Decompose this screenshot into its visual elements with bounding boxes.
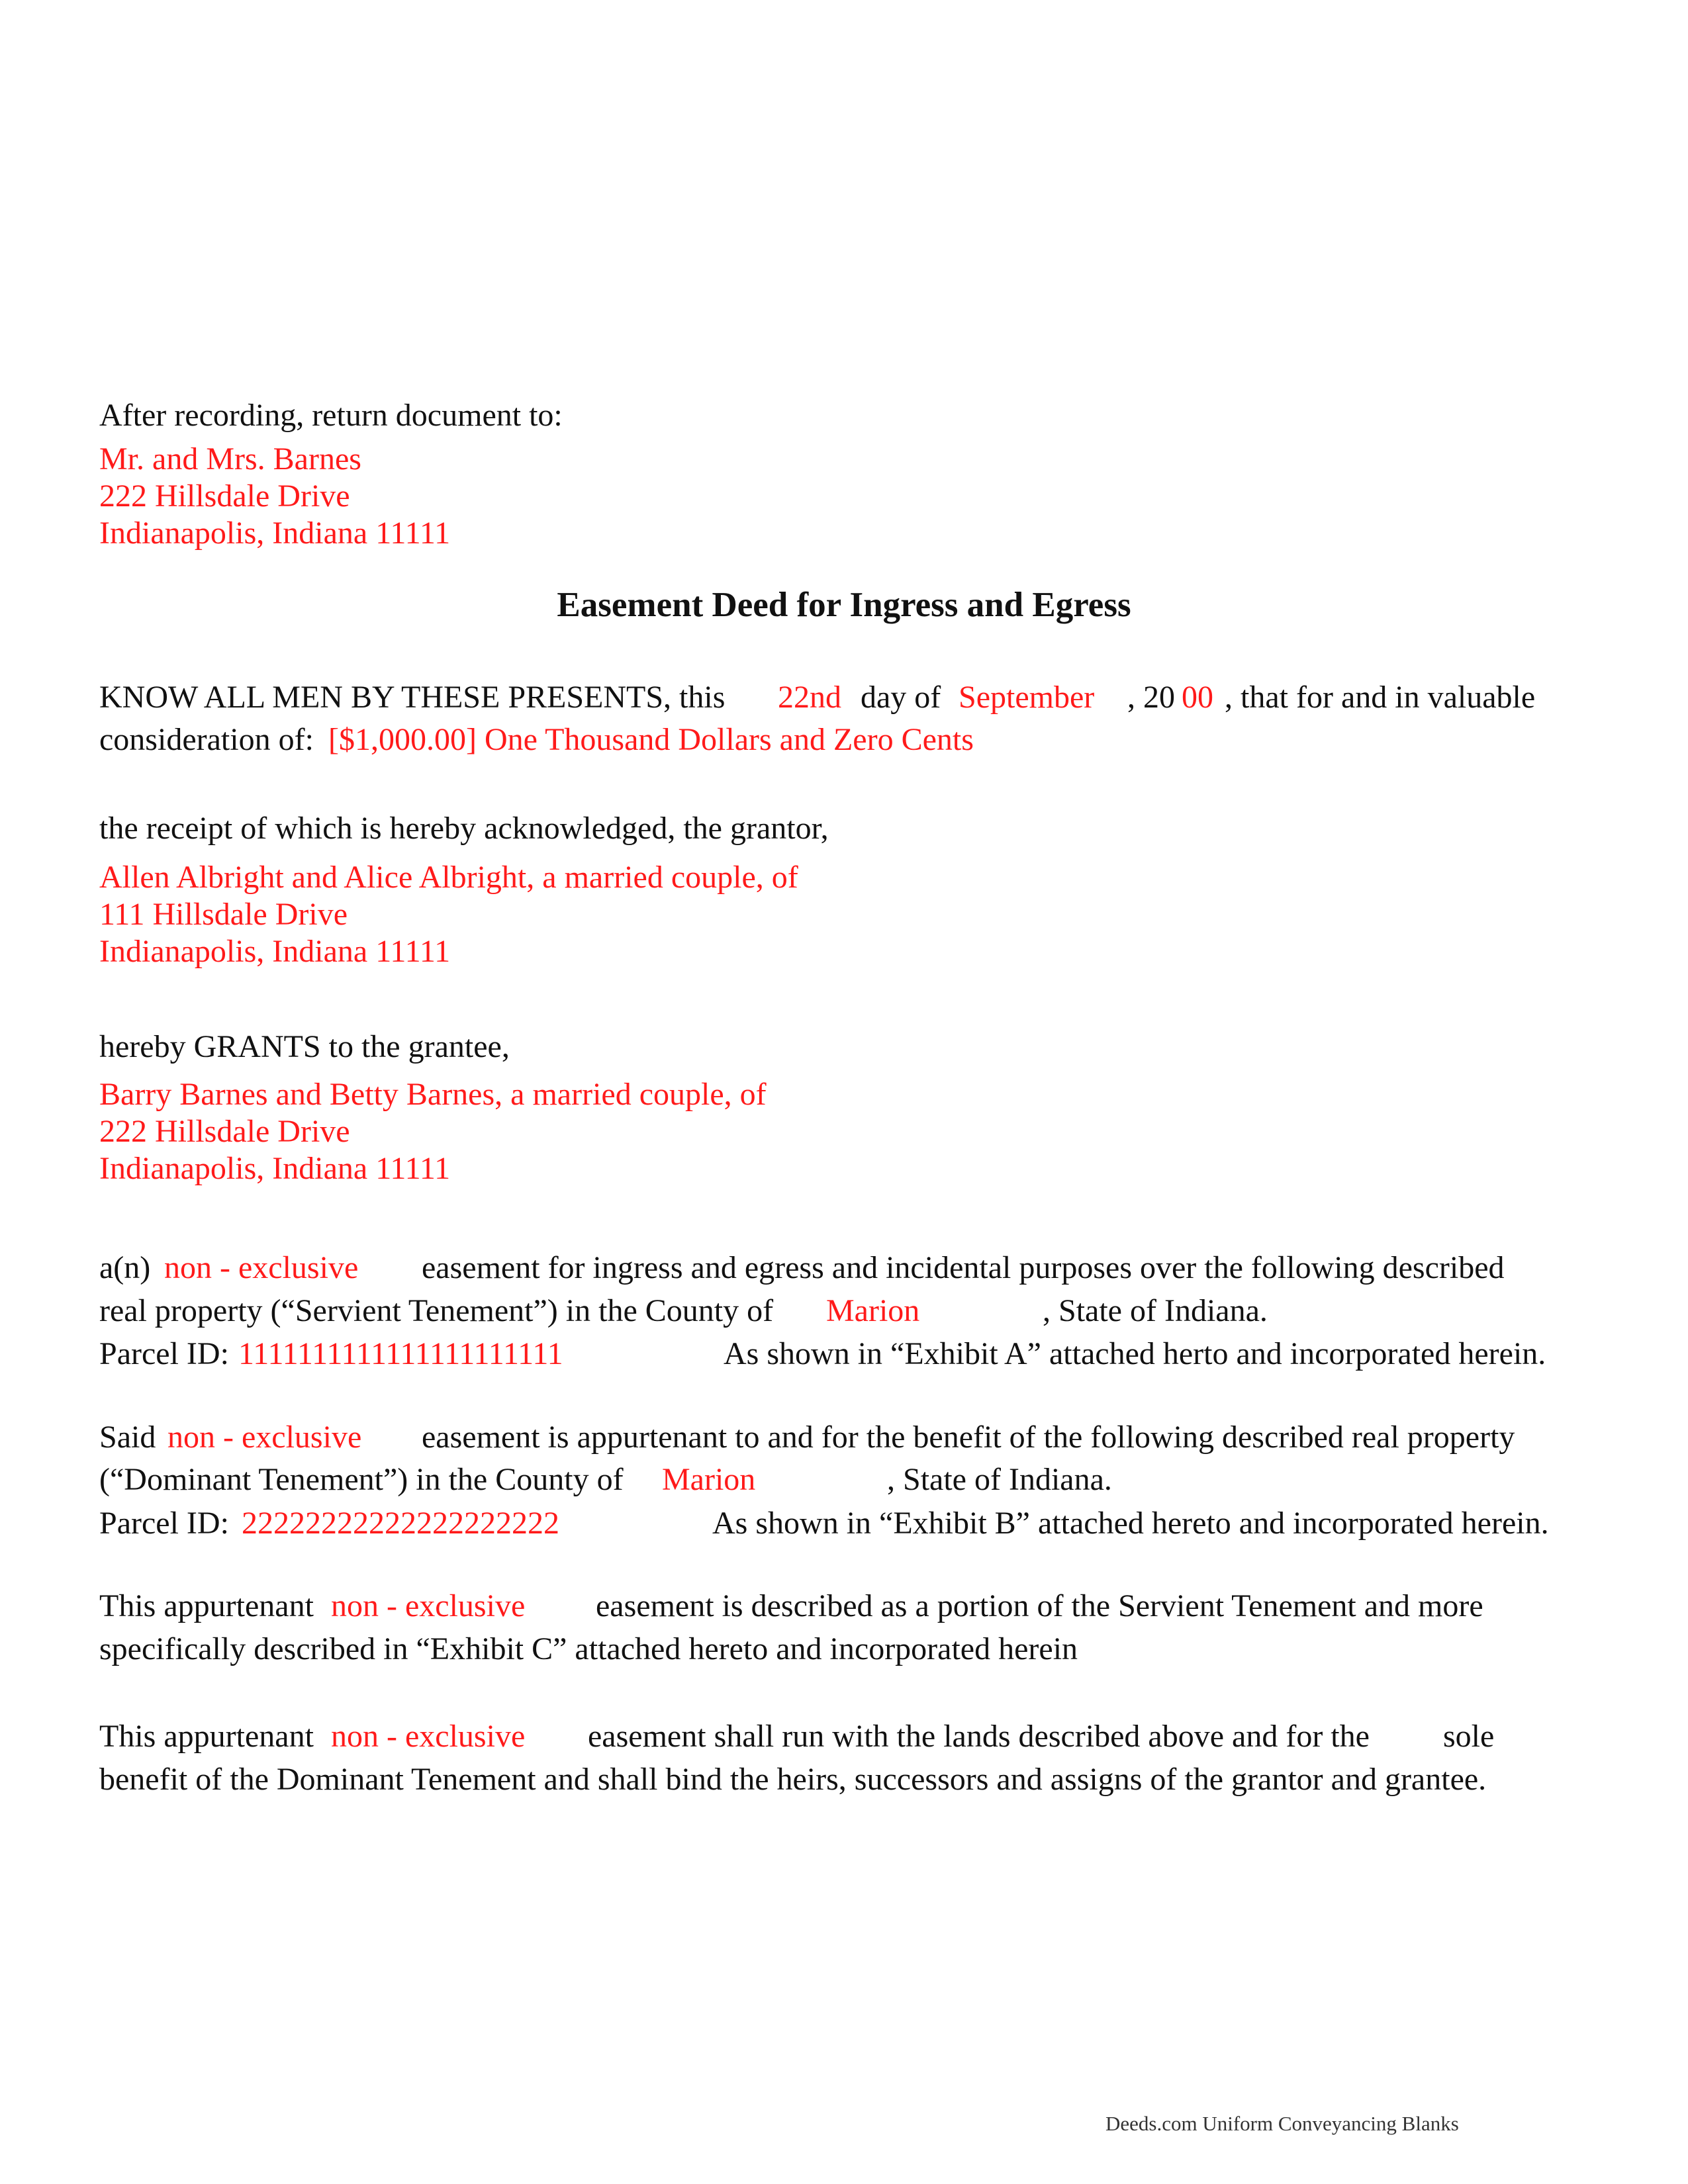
dominant-prefix: Said [99,1420,156,1455]
run-with-land-line-1 [0,1721,1688,1758]
servient-line-1 [0,1252,1688,1289]
grantor-address-line2: Indianapolis, Indiana 11111 [99,934,451,969]
dominant-line-1 [0,1422,1688,1459]
description-easement-type: non - exclusive [331,1588,526,1623]
description-text-1: easement is described as a portion of the Servient Tenement and more [596,1588,1483,1623]
dominant-parcel-id: 22222222222222222222 [242,1506,559,1541]
servient-exhibit-text: As shown in “Exhibit A” attached herto and incorporated herein. [724,1336,1546,1371]
run-with-land-easement-type: non - exclusive [331,1719,526,1754]
servient-easement-type: non - exclusive [164,1250,359,1285]
day-of-text: day of [861,680,941,715]
run-with-land-text-1: easement shall run with the lands described above and for the [588,1719,1370,1754]
return-to-name: Mr. and Mrs. Barnes [99,441,361,477]
day-value: 22nd [778,680,841,715]
grantee-name: Barry Barnes and Betty Barnes, a married couple, of [99,1077,767,1112]
dominant-exhibit-text: As shown in “Exhibit B” attached hereto and incorporated herein. [712,1506,1549,1541]
intro-line-2 [0,724,1688,761]
dominant-text-2: (“Dominant Tenement”) in the County of [99,1462,624,1497]
grantee-address-line1: 222 Hillsdale Drive [99,1114,350,1149]
dominant-line-3 [0,1508,1688,1545]
know-all-text: KNOW ALL MEN BY THESE PRESENTS, this [99,680,726,715]
dominant-state-text: , State of Indiana. [887,1462,1112,1497]
return-to-label: After recording, return document to: [99,398,563,433]
servient-line-3 [0,1338,1688,1375]
grantor-name: Allen Albright and Alice Albright, a married couple, of [99,860,798,895]
grants-text: hereby GRANTS to the grantee, [99,1029,510,1064]
servient-county: Marion [826,1293,920,1328]
year-prefix: , 20 [1127,680,1175,715]
return-to-address-line1: 222 Hillsdale Drive [99,478,350,514]
run-with-land-prefix: This appurtenant [99,1719,314,1754]
servient-prefix: a(n) [99,1250,151,1285]
dominant-text-1: easement is appurtenant to and for the benefit of the following described real property [422,1420,1515,1455]
footer-credit: Deeds.com Uniform Conveyancing Blanks [1105,2112,1459,2135]
year-value: 00 [1182,680,1213,715]
document-title: Easement Deed for Ingress and Egress [557,586,1131,624]
benefit-word: sole [1443,1719,1495,1754]
return-to-address-line2: Indianapolis, Indiana 11111 [99,516,451,551]
servient-parcel-label: Parcel ID: [99,1336,229,1371]
run-with-land-text-2: benefit of the Dominant Tenement and shall bind the heirs, successors and assigns of the grantor and grantee. [99,1762,1487,1797]
dominant-line-2 [0,1464,1688,1501]
servient-text-2: real property (“Servient Tenement”) in the County of [99,1293,774,1328]
receipt-text: the receipt of which is hereby acknowledged, the grantor, [99,811,829,846]
description-line-1 [0,1590,1688,1627]
description-prefix: This appurtenant [99,1588,314,1623]
grantee-address-line2: Indianapolis, Indiana 11111 [99,1151,451,1186]
dominant-easement-type: non - exclusive [167,1420,362,1455]
intro-line-1 [0,682,1688,719]
servient-parcel-id: 1111111111111111111111 [238,1336,563,1371]
description-text-2: specifically described in “Exhibit C” attached hereto and incorporated herein [99,1631,1078,1666]
servient-text-1: easement for ingress and egress and incidental purposes over the following described [422,1250,1505,1285]
after-year-text: , that for and in valuable [1225,680,1536,715]
grantor-address-line1: 111 Hillsdale Drive [99,897,348,932]
servient-line-2 [0,1295,1688,1332]
consideration-label: consideration of: [99,722,314,757]
consideration-value: [$1,000.00] One Thousand Dollars and Zero Cents [328,722,974,757]
month-value: September [959,680,1095,715]
servient-state-text: , State of Indiana. [1043,1293,1268,1328]
dominant-parcel-label: Parcel ID: [99,1506,229,1541]
dominant-county: Marion [662,1462,756,1497]
